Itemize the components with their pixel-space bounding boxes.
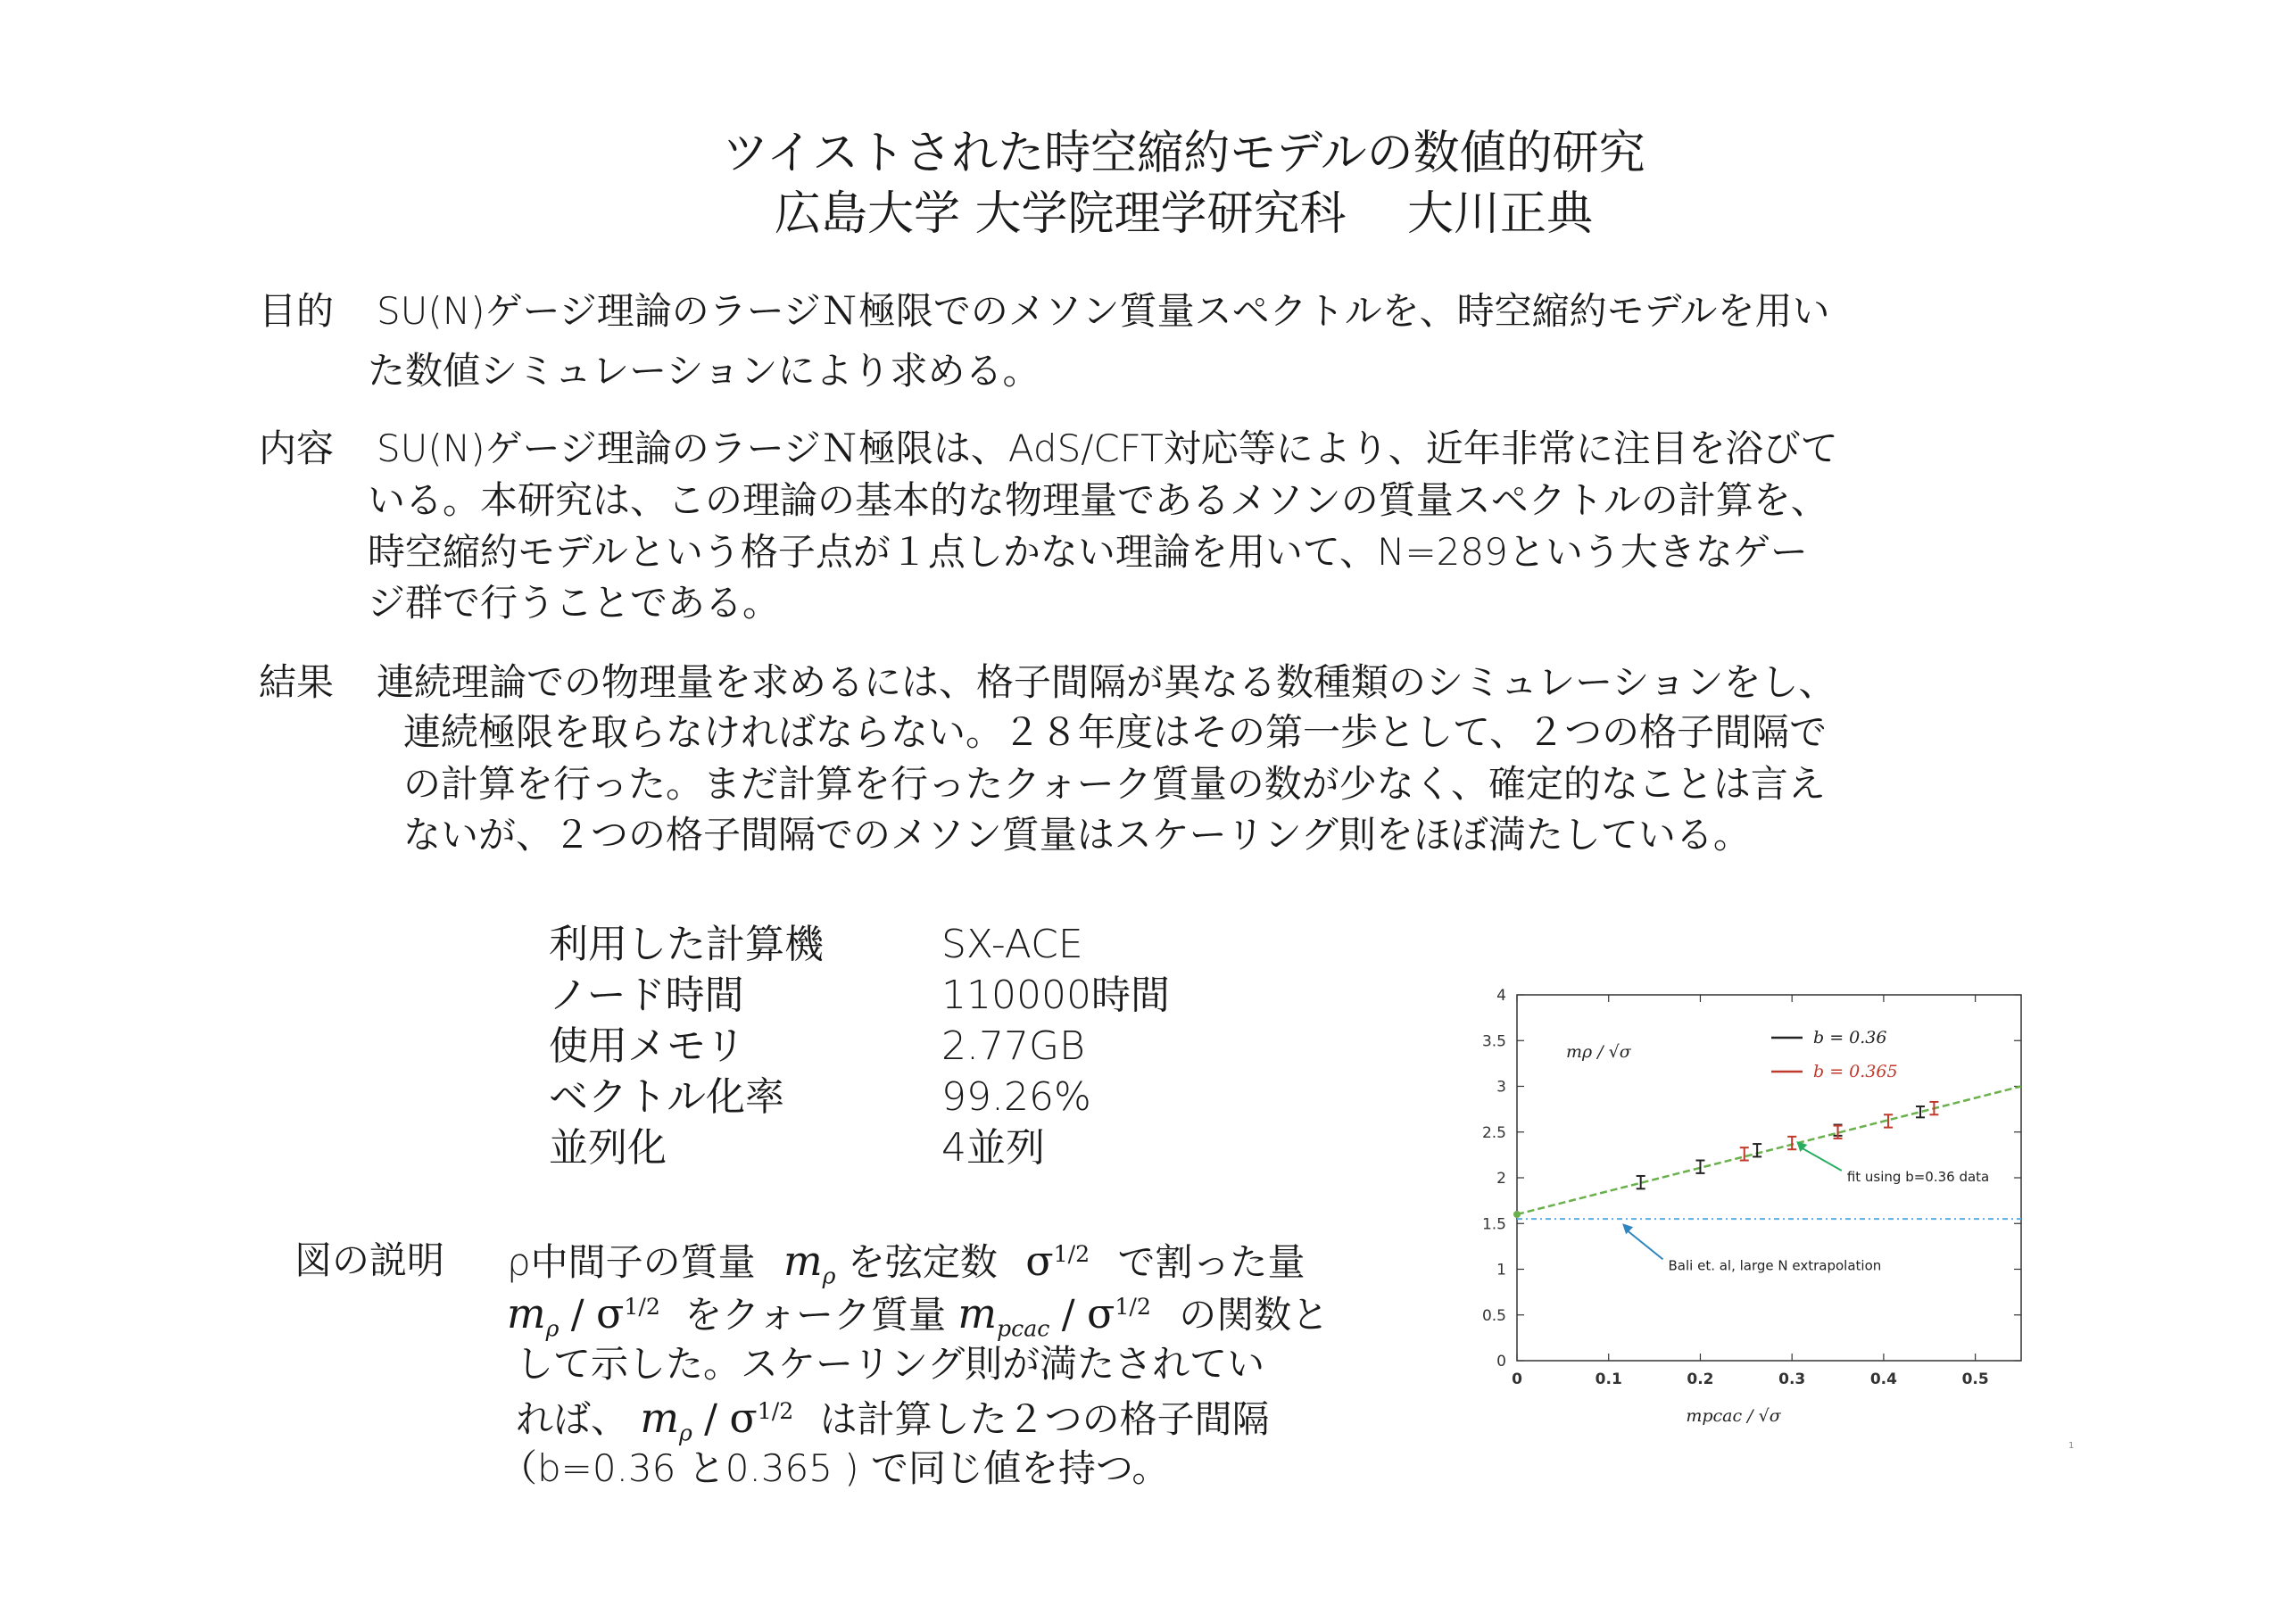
y-tick-label: 0.5: [1481, 1306, 1506, 1325]
symbol-slash-2: /: [570, 1292, 584, 1337]
x-tick-label: 0.1: [1595, 1370, 1622, 1388]
x-tick-label: 0.5: [1961, 1370, 1989, 1388]
spec-label-vectorization: ベクトル化率: [549, 1074, 784, 1120]
x-tick-label: 0.2: [1687, 1370, 1714, 1388]
y-tick-label: 1: [1496, 1261, 1506, 1279]
purpose-heading: 目的: [259, 289, 335, 333]
data-point: [1787, 1137, 1796, 1149]
figure-desc-line-5: （b=0.36 と0.365 ) で同じ値を持つ。: [500, 1446, 1170, 1490]
purpose-line-2: た数値シミュレーションにより求める。: [368, 349, 1040, 393]
x-axis-label: mpcac / √σ: [1686, 1406, 1781, 1426]
y-tick-label: 2: [1496, 1170, 1506, 1188]
data-point: [1695, 1161, 1704, 1173]
y-tick-label: 4: [1496, 987, 1506, 1005]
symbol-sigma-2: σ: [595, 1289, 625, 1337]
page-number: 1: [2068, 1441, 2075, 1451]
results-line-4: ないが、２つの格子間隔でのメソン質量はスケーリング則をほぼ満たしている。: [403, 813, 1751, 857]
y-axis-label: mρ / √σ: [1566, 1042, 1631, 1062]
results-line-1: 連続理論での物理量を求めるには、格子間隔が異なる数種類のシミュレーションをし、: [377, 660, 1836, 704]
annotation-arrow: [1799, 1147, 1842, 1171]
figure-desc-text-4a: れば、: [516, 1397, 629, 1441]
spec-value-memory: 2.77GB: [941, 1023, 1085, 1069]
symbol-m-2: m: [507, 1289, 546, 1337]
symbol-sigma: σ: [1025, 1237, 1054, 1285]
figure-desc-heading: 図の説明: [294, 1238, 445, 1282]
data-point: [1753, 1144, 1761, 1156]
symbol-rho-sub-4: ρ: [679, 1420, 692, 1446]
y-tick-label: 0: [1496, 1353, 1506, 1370]
symbol-m-4: m: [640, 1394, 679, 1442]
x-tick-label: 0.3: [1778, 1370, 1806, 1388]
chart-annotations: [1622, 1141, 1989, 1273]
symbol-rho-sub: ρ: [822, 1263, 836, 1289]
figure-desc-text-2b: の関数と: [1179, 1293, 1330, 1337]
meson-mass-chart: [1463, 981, 2088, 1445]
figure-desc-line-3: して示した。スケーリング則が満たされてい: [516, 1342, 1265, 1386]
symbol-slash-3: /: [1061, 1292, 1075, 1337]
spec-label-parallel: 並列化: [549, 1125, 667, 1171]
fit-line: [1517, 1087, 2021, 1215]
symbol-m: m: [783, 1237, 823, 1285]
figure-desc-text-1c: で割った量: [1117, 1240, 1305, 1284]
spec-value-node-time: 110000時間: [941, 973, 1170, 1018]
figure-desc-text-1b: を弦定数: [847, 1240, 998, 1284]
figure-desc-line-4: [516, 1394, 1270, 1446]
symbol-rho-sub-2: ρ: [545, 1315, 559, 1342]
content-line-3: 時空縮約モデルという格子点が１点しかない理論を用いて、N=289という大きなゲー: [368, 530, 1808, 574]
content-heading: 内容: [259, 426, 335, 470]
spec-value-computer: SX-ACE: [941, 922, 1083, 967]
content-line-4: ジ群で行うことである。: [368, 581, 781, 625]
x-tick-label: 0: [1512, 1370, 1522, 1388]
figure-desc-line-1: [507, 1237, 1305, 1289]
symbol-slash-4: /: [704, 1396, 717, 1442]
annotation-arrow: [1625, 1229, 1662, 1259]
chart-axes: [1482, 987, 2021, 1388]
figure-desc-text-4b: は計算した２つの格子間隔: [819, 1397, 1270, 1441]
y-tick-label: 3.5: [1481, 1032, 1506, 1051]
symbol-sigma-exp-3: 1/2: [1115, 1294, 1151, 1320]
poster-title: ツイストされた時空縮約モデルの数値的研究: [722, 127, 1645, 180]
results-heading: 結果: [259, 660, 335, 704]
symbol-sigma-4: σ: [729, 1394, 758, 1442]
legend-label: b = 0.365: [1813, 1062, 1898, 1081]
spec-label-computer: 利用した計算機: [549, 922, 824, 967]
figure-desc-line-2: [507, 1289, 1330, 1342]
content-line-2: いる。本研究は、この理論の基本的な物理量であるメソンの質量スペクトルの計算を、: [368, 478, 1828, 522]
y-tick-label: 1.5: [1481, 1215, 1506, 1234]
symbol-sigma-exp-2: 1/2: [624, 1294, 660, 1320]
results-line-2: 連続極限を取らなければならない。２８年度はその第一歩として、２つの格子間隔で: [403, 710, 1828, 754]
symbol-sigma-exp-4: 1/2: [757, 1398, 794, 1424]
annotation-label: Bali et. al, large N extrapolation: [1668, 1257, 1882, 1274]
author-affiliation: 広島大学 大学院理学研究科 大川正典: [774, 187, 1594, 241]
figure-desc-text-1a: ρ中間子の質量: [507, 1240, 756, 1284]
spec-value-vectorization: 99.26%: [941, 1074, 1091, 1120]
purpose-line-1: SU(N)ゲージ理論のラージＮ極限でのメソン質量スペクトルを、時空縮約モデルを用い: [377, 289, 1830, 333]
symbol-pcac-sub: pcac: [997, 1315, 1050, 1342]
chart-axis-labels: [1566, 1042, 1782, 1426]
y-tick-label: 3: [1496, 1078, 1506, 1097]
results-line-3: の計算を行った。まだ計算を行ったクォーク質量の数が少なく、確定的なことは言え: [403, 762, 1826, 806]
content-line-1: SU(N)ゲージ理論のラージＮ極限は、AdS/CFT対応等により、近年非常に注目を浴びて: [377, 426, 1838, 470]
annotation-label: fit using b=0.36 data: [1846, 1168, 1990, 1185]
symbol-m-3: m: [957, 1289, 998, 1337]
annotation-arrowhead: [1622, 1223, 1633, 1234]
symbol-sigma-exp: 1/2: [1053, 1241, 1090, 1267]
x-tick-label: 0.4: [1869, 1370, 1897, 1388]
y-tick-label: 2.5: [1481, 1123, 1506, 1142]
spec-label-node-time: ノード時間: [549, 973, 744, 1018]
chart-legend: [1771, 1028, 1898, 1081]
fit-intercept-point: [1513, 1211, 1521, 1218]
figure-desc-text-2a: をクォーク質量: [684, 1293, 947, 1337]
legend-label: b = 0.36: [1813, 1028, 1887, 1047]
spec-value-parallel: 4並列: [941, 1125, 1045, 1171]
chart-reference-lines: [1513, 1087, 2021, 1220]
symbol-sigma-3: σ: [1086, 1289, 1115, 1337]
spec-label-memory: 使用メモリ: [549, 1023, 745, 1069]
